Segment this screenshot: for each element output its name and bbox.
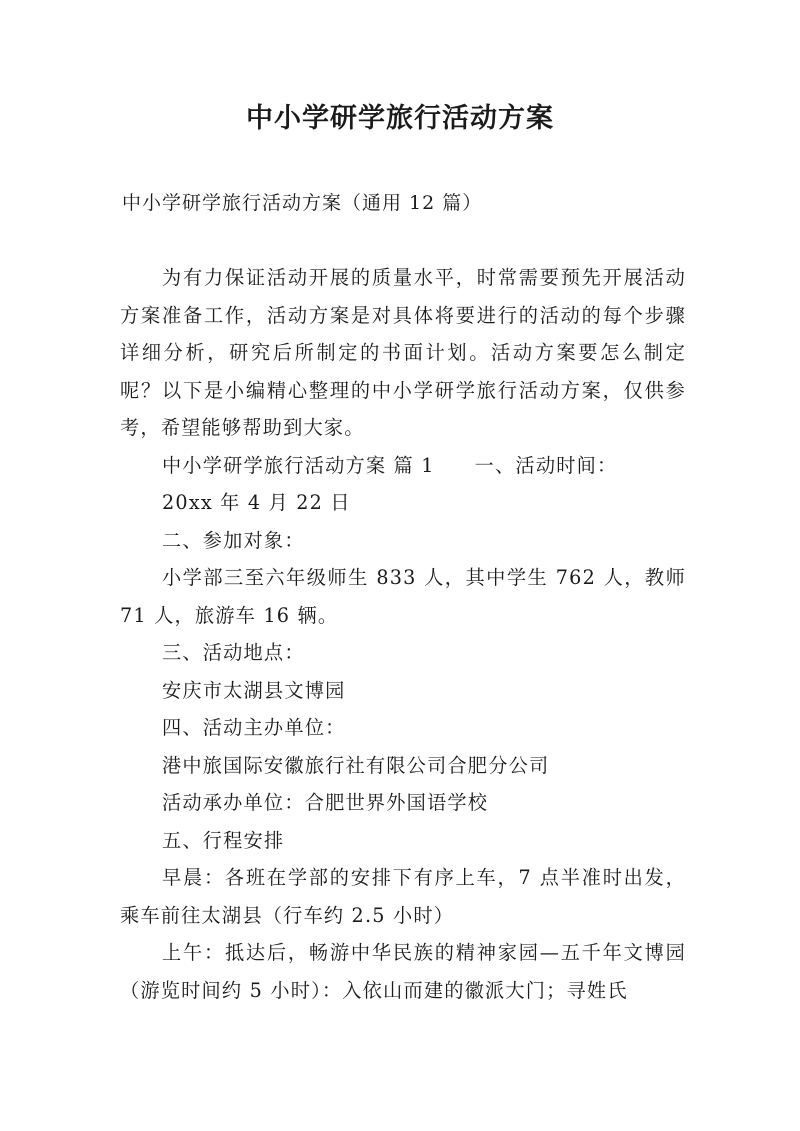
section-label: 中小学研学旅行活动方案 篇 1	[162, 453, 435, 477]
time-value: 20xx 年 4 月 22 日	[162, 491, 351, 514]
time-heading: 一、活动时间：	[474, 453, 618, 477]
itinerary-forenoon: 上午：抵达后，畅游中华民族的精神家园—五千年文博园（游览时间约 5 小时）：入依山而建的徽派大门；寻姓氏	[120, 941, 686, 1002]
document-body	[120, 259, 686, 1009]
co-organizer-line: 活动承办单位：合肥世界外国语学校	[162, 791, 489, 814]
organizer-heading: 四、活动主办单位：	[162, 716, 346, 739]
document-subtitle: 中小学研学旅行活动方案（通用 12 篇）	[122, 192, 483, 214]
participants-value: 小学部三至六年级师生 833 人，其中学生 762 人，教师 71 人，旅游车 16 辆。	[120, 566, 686, 627]
page-title: 中小学研学旅行活动方案	[246, 103, 554, 134]
participants-heading: 二、参加对象：	[162, 528, 305, 552]
intro-paragraph: 为有力保证活动开展的质量水平，时常需要预先开展活动方案准备工作，活动方案是对具体将要进行的活动的每个步骤详细分析，研究后所制定的书面计划。活动方案要怎么制定呢？以下是小编精心整理的中小学研学旅行活动方案，仅供参考，希望能够帮助到大家。	[120, 266, 686, 439]
itinerary-heading: 五、行程安排	[162, 828, 285, 852]
location-heading: 三、活动地点：	[162, 641, 305, 664]
location-value: 安庆市太湖县文博园	[162, 678, 346, 702]
section-heading-line	[120, 447, 686, 485]
organizer-value: 港中旅国际安徽旅行社有限公司合肥分公司	[162, 753, 550, 777]
itinerary-morning: 早晨：各班在学部的安排下有序上车，7 点半准时出发，乘车前往太湖县（行车约 2.5 小时）	[120, 866, 686, 927]
